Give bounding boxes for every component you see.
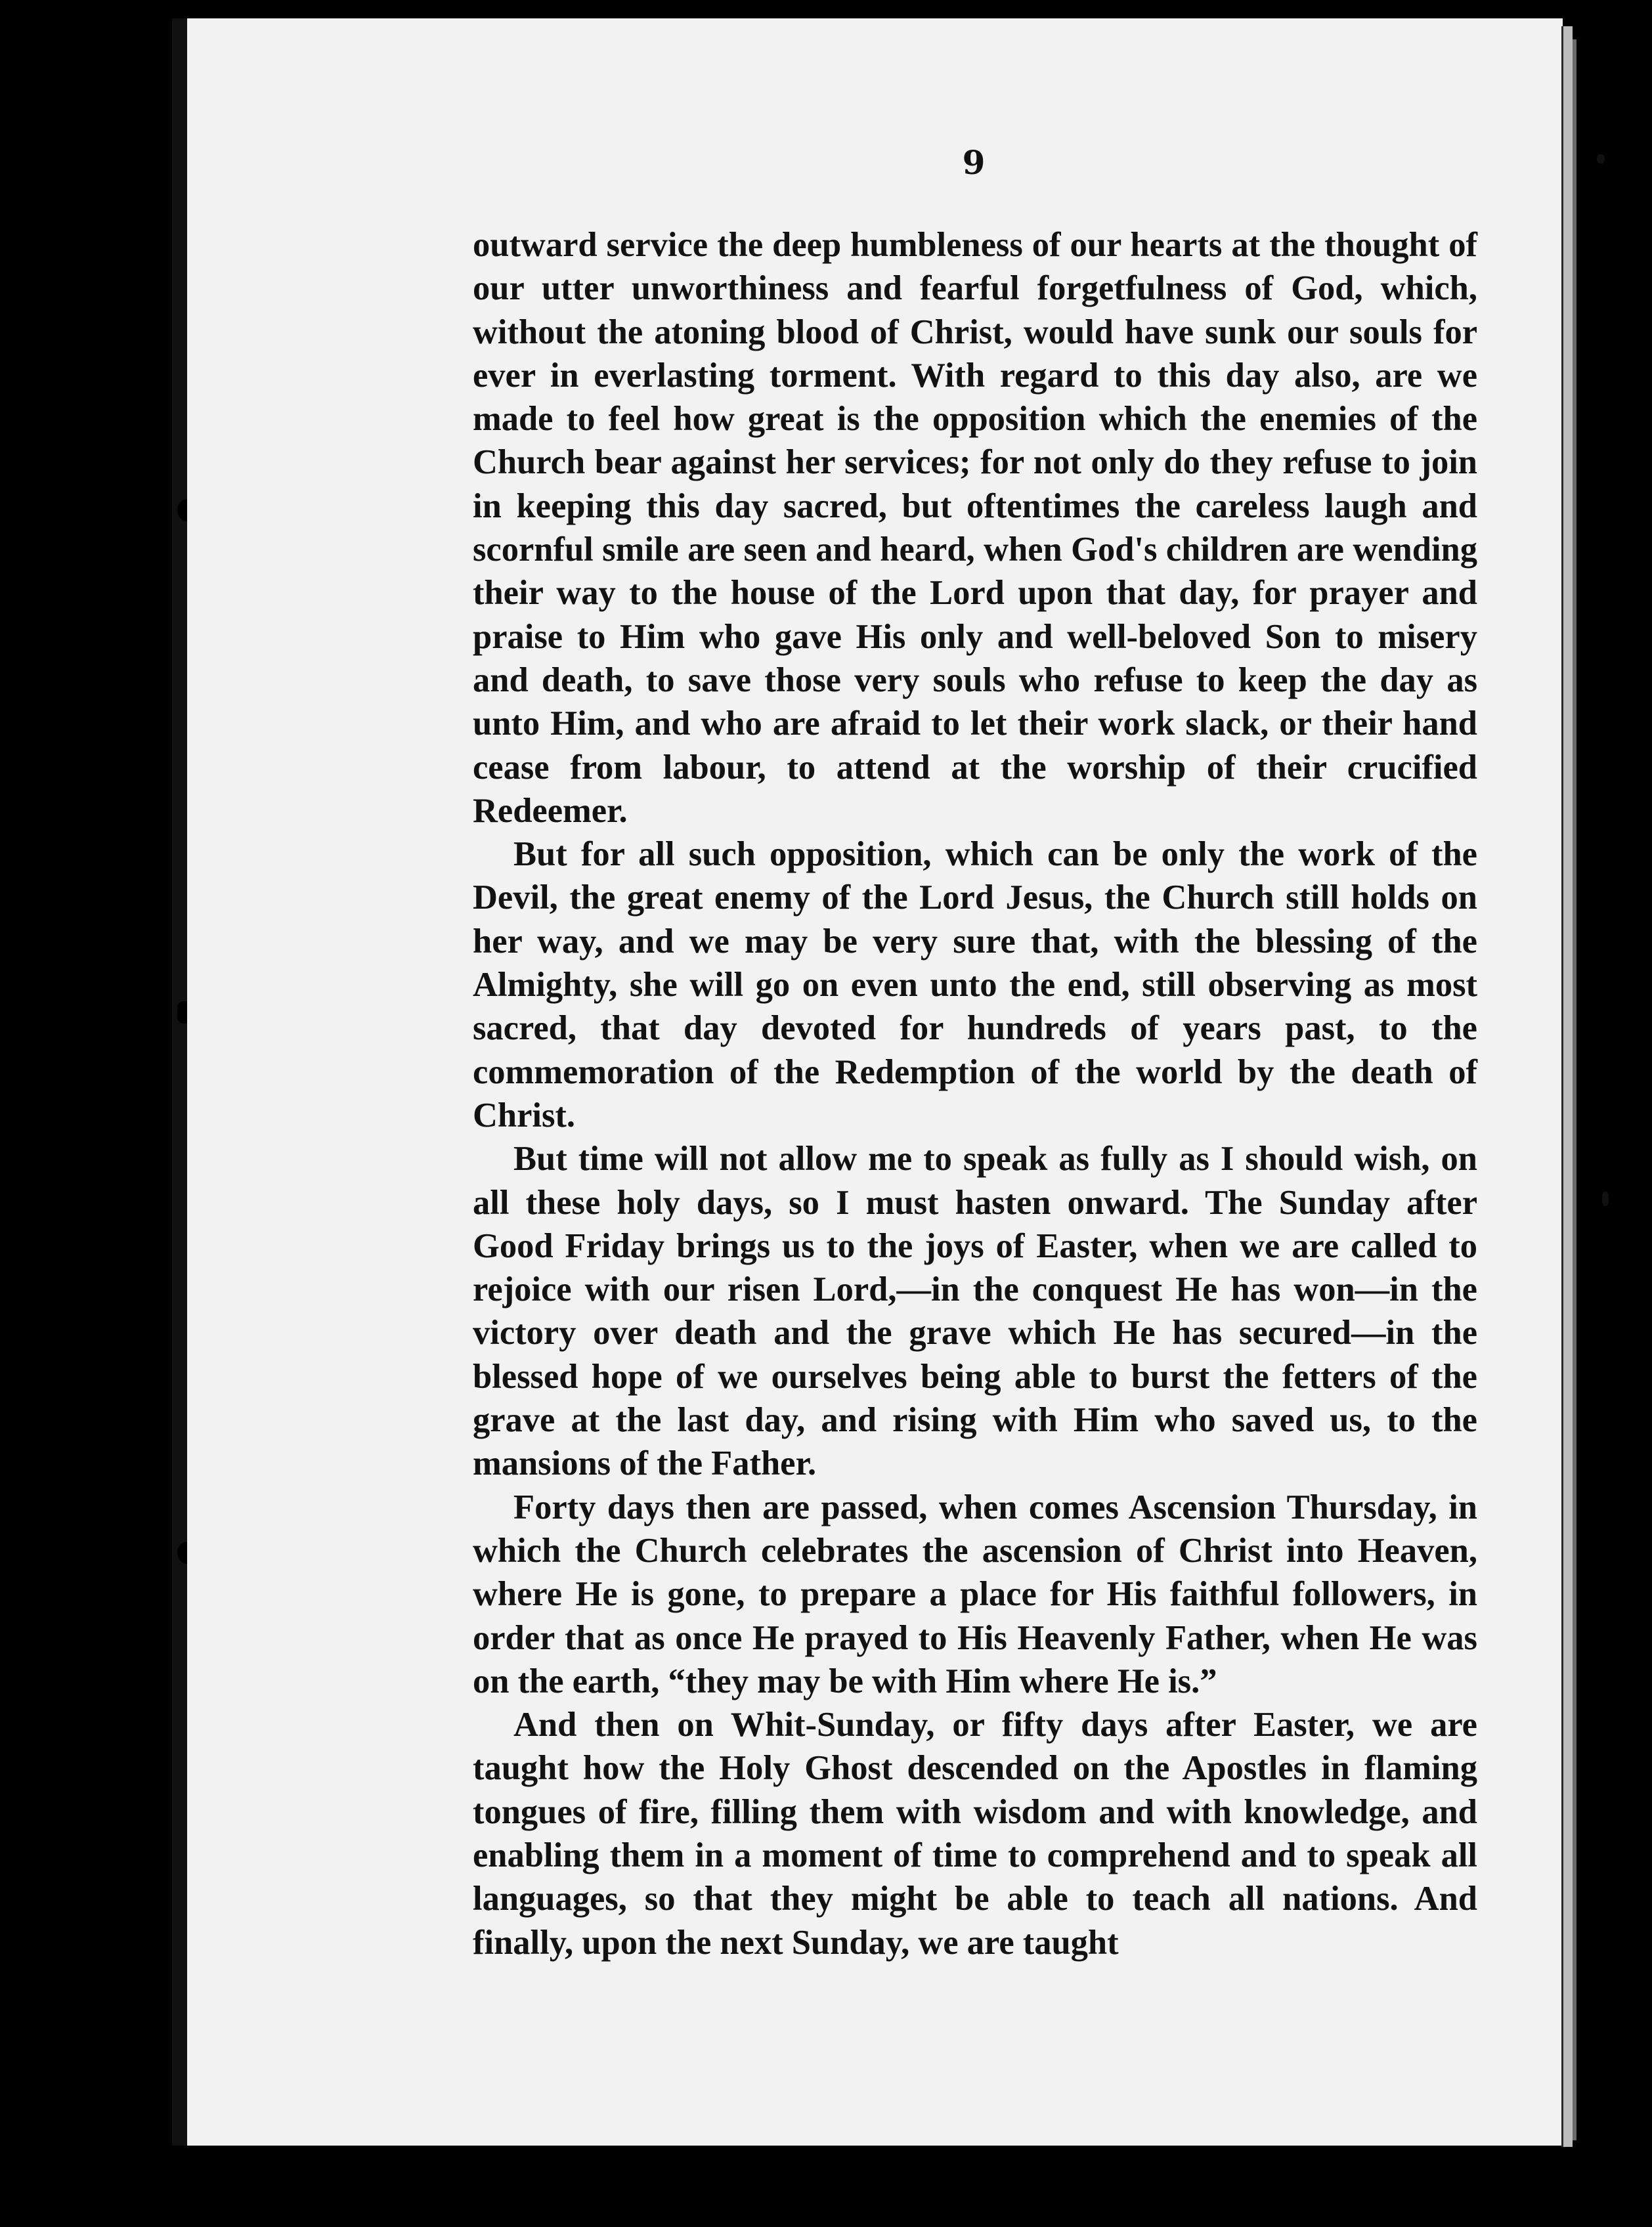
page-edge-shadow xyxy=(1573,39,1576,2140)
paragraph: And then on Whit-Sunday, or fifty days after Easter, we are taught how the Holy Ghost descended on the Apostles in flaming tongues of fire, filling them with wisdom and with knowledge, and enabling them in a moment of time to comprehend and to speak all languages, so that they might be able to teach all nations. And finally, upon the next Sunday, we are taught xyxy=(473,1706,1477,1962)
body-text xyxy=(473,223,1477,1964)
page-number: 9 xyxy=(962,143,986,182)
paragraph: But time will not allow me to speak as fully as I should wish, on all these holy days, so I must hasten onward. The Sunday after Good Friday brings us to the joys of Easter, when we are called to rejoice with our risen Lord,—in the conquest He has won—in the victory over death and the grave which He has secured—in the blessed hope of we ourselves being able to burst the fetters of the grave at the last day, and rising with Him who saved us, to the mansions of the Father. xyxy=(473,1140,1477,1483)
scan-speck xyxy=(1602,1192,1609,1206)
paragraph: Forty days then are passed, when comes Ascension Thursday, in which the Church celebrates the ascension of Christ into Heaven, where He is gone, to prepare a place for His faithful followers, in order that as once He prayed to His Heavenly Father, when He was on the earth, “they may be with Him where He is.” xyxy=(473,1488,1477,1700)
page-edge xyxy=(1561,26,1573,2147)
paragraph: But for all such opposition, which can be only the work of the Devil, the great enemy of the Lord Jesus, the Church still holds on her way, and we may be very sure that, with the blessing of the Almighty, she will go on even unto the end, still observing as most sacred, that day devoted for hundreds of years past, to the commemoration of the Redemption of the world by the death of Christ. xyxy=(473,835,1477,1135)
paragraph: outward service the deep humbleness of our hearts at the thought of our utter unworthiness and fearful forgetfulness of God, which, without the atoning blood of Christ, would have sunk our souls for ever in everlasting torment. With regard to this day also, are we made to feel how great is the opposition which the enemies of the Church bear against her services; for not only do they refuse to join in keeping this day sacred, but oftentimes the careless laugh and scornful smile are seen and heard, when God's children are wending their way to the house of the Lord upon that day, for prayer and praise to Him who gave His only and well-beloved Son to misery and death, to save those very souls who refuse to keep the day as unto Him, and who are afraid to let their work slack, or their hand cease from labour, to attend at the worship of their crucified Redeemer. xyxy=(473,226,1477,830)
